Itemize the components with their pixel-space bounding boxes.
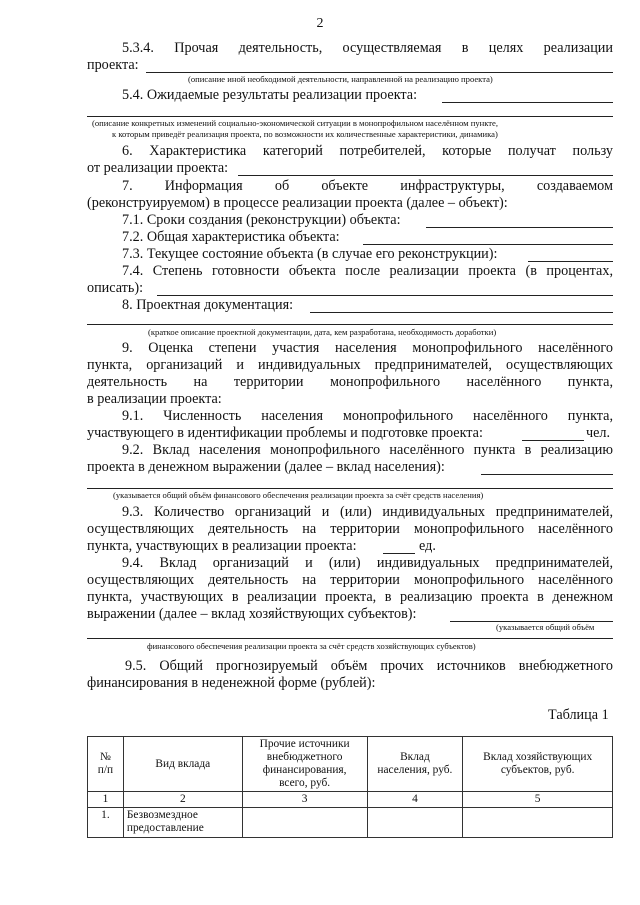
caption: (краткое описание проектной документации, дата, кем разработана, необходимость доработки)	[148, 327, 497, 337]
caption: (указывается общий объём	[496, 622, 595, 632]
table-caption: Таблица 1	[548, 707, 609, 723]
text-line: 9.4. Вклад организаций и (или) индивидуальных предпринимателей,	[122, 555, 613, 571]
number-cell: 5	[463, 792, 613, 808]
text-line: чел.	[586, 425, 611, 441]
table-header-row	[88, 737, 613, 792]
fill-line	[87, 116, 613, 117]
header-cell: Вклад хозяйствующих субъектов, руб.	[463, 737, 613, 792]
text-line: 9. Оценка степени участия населения монопрофильного населённого	[122, 340, 613, 356]
caption: финансового обеспечения реализации проекта за счёт средств хозяйствующих субъектов)	[147, 641, 476, 651]
table-cell	[367, 808, 463, 838]
text-line: 9.2. Вклад населения монопрофильного населённого пункта в реализацию	[122, 442, 613, 458]
header-cell: Вид вклада	[123, 737, 242, 792]
table-row	[88, 808, 613, 838]
text-line: описать):	[87, 280, 144, 296]
text-line: участвующего в идентификации проблемы и подготовке проекта:	[87, 425, 483, 441]
table-cell: Безвозмездное предоставление	[123, 808, 242, 838]
table-cell	[463, 808, 613, 838]
table-cell: 1.	[88, 808, 124, 838]
caption: (описание иной необходимой деятельности, направленной на реализацию проекта)	[188, 74, 493, 84]
fill-line	[157, 295, 613, 296]
text-line: 8. Проектная документация:	[122, 297, 294, 313]
text-line: пункта, участвующих в реализации проекта, в реализацию проекта в денежном	[87, 589, 613, 605]
fill-line	[146, 72, 613, 73]
text-line: финансирования в неденежной форме (рублей):	[87, 675, 376, 691]
text-line: 7. Информация об объекте инфраструктуры, создаваемом	[122, 178, 613, 194]
text-line: 9.5. Общий прогнозируемый объём прочих источников внебюджетного	[125, 658, 613, 674]
text-line: (реконструируемом) в процессе реализации проекта (далее – объект):	[87, 195, 508, 211]
header-cell: Прочие источники внебюджетного финансирования, всего, руб.	[242, 737, 367, 792]
number-cell: 3	[242, 792, 367, 808]
text-line: осуществляющих деятельность на территории монопрофильного населённого	[87, 521, 613, 537]
fill-line	[310, 312, 613, 313]
text-line: выражении (далее – вклад хозяйствующих субъектов):	[87, 606, 417, 622]
fill-line	[383, 553, 415, 554]
fill-line	[87, 638, 613, 639]
fill-line	[528, 261, 613, 262]
text-line: деятельность на территории монопрофильного населённого пункта,	[87, 374, 613, 390]
fill-line	[481, 474, 613, 475]
text-line: 9.3. Количество организаций и (или) индивидуальных предпринимателей,	[122, 504, 613, 520]
text-line: 7.1. Сроки создания (реконструкции) объекта:	[122, 212, 401, 228]
number-cell: 1	[88, 792, 124, 808]
text-line: 5.4. Ожидаемые результаты реализации проекта:	[122, 87, 418, 103]
text-line: пункта, организаций и индивидуальных предпринимателей, осуществляющих	[87, 357, 613, 373]
fill-line	[238, 175, 613, 176]
text-line: от реализации проекта:	[87, 160, 229, 176]
header-cell: Вклад населения, руб.	[367, 737, 463, 792]
text-line: 9.1. Численность населения монопрофильного населённого пункта,	[122, 408, 613, 424]
number-cell: 4	[367, 792, 463, 808]
fill-line	[87, 488, 613, 489]
fill-line	[522, 440, 584, 441]
text-line: пункта, участвующих в реализации проекта:	[87, 538, 357, 554]
contribution-table	[87, 736, 613, 838]
caption: к которым приведёт реализация проекта, по возможности их количественные характеристики, динамика)	[112, 129, 498, 139]
text-line: 7.3. Текущее состояние объекта (в случае его реконструкции):	[122, 246, 498, 262]
caption: (описание конкретных изменений социально-экономической ситуации в монопрофильном населённом пункте,	[92, 118, 498, 128]
table-number-row	[88, 792, 613, 808]
text-line: 7.2. Общая характеристика объекта:	[122, 229, 340, 245]
fill-line	[363, 244, 613, 245]
caption: (указывается общий объём финансового обеспечения реализации проекта за счёт средств населения)	[113, 490, 484, 500]
text-line: 5.3.4. Прочая деятельность, осуществляемая в целях реализации	[122, 40, 613, 56]
table-cell	[242, 808, 367, 838]
text-line: 7.4. Степень готовности объекта после реализации проекта (в процентах,	[122, 263, 613, 279]
fill-line	[87, 324, 613, 325]
fill-line	[426, 227, 613, 228]
text-line: проекта:	[87, 57, 139, 73]
header-cell: № п/п	[88, 737, 124, 792]
text-line: в реализации проекта:	[87, 391, 222, 407]
page-number: 2	[316, 16, 324, 31]
number-cell: 2	[123, 792, 242, 808]
text-line: проекта в денежном выражении (далее – вклад населения):	[87, 459, 445, 475]
text-line: 6. Характеристика категорий потребителей, которые получат пользу	[122, 143, 613, 159]
text-line: ед.	[419, 538, 436, 554]
fill-line	[442, 102, 613, 103]
text-line: осуществляющих деятельность на территории монопрофильного населённого	[87, 572, 613, 588]
